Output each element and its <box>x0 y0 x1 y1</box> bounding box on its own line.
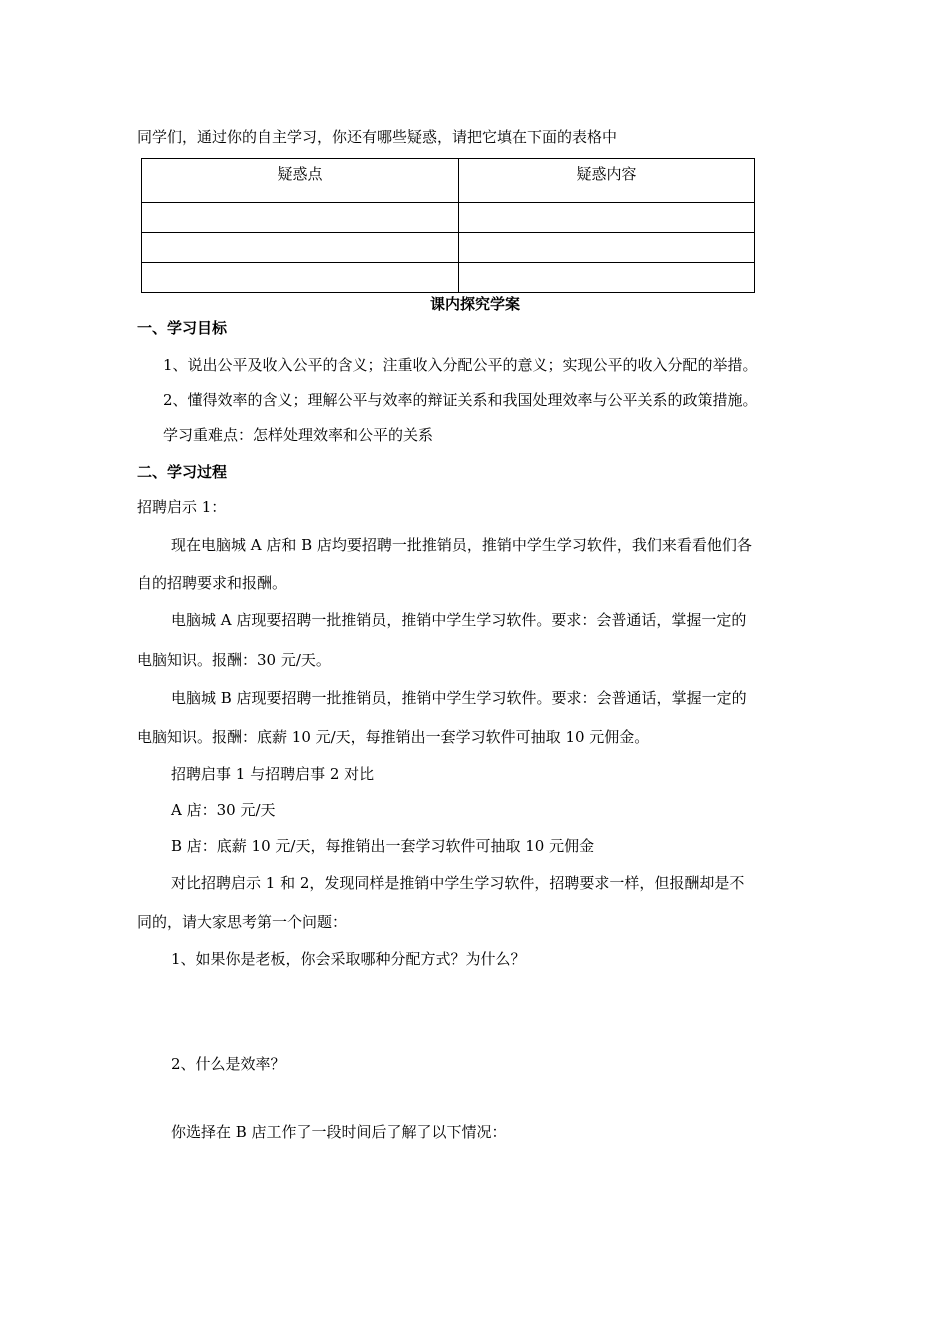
goal-2: 2、懂得效率的含义；理解公平与效率的辩证关系和我国处理效率与公平关系的政策措施。 <box>163 391 758 409</box>
shop-b-line1: 电脑城 B 店现要招聘一批推销员，推销中学生学习软件。要求：会普通话，掌握一定的 <box>171 689 747 707</box>
question-2: 2、什么是效率？ <box>171 1055 286 1073</box>
after-text: 你选择在 B 店工作了一段时间后了解了以下情况： <box>171 1123 507 1141</box>
compare-b: B 店：底薪 10 元/天，每推销出一套学习软件可抽取 10 元佣金 <box>171 837 595 855</box>
p1-line1: 现在电脑城 A 店和 B 店均要招聘一批推销员，推销中学生学习软件，我们来看看他们各 <box>171 536 752 554</box>
notice-label: 招聘启示 1： <box>137 498 227 516</box>
think-line2: 同的，请大家思考第一个问题： <box>137 913 348 931</box>
compare-a: A 店：30 元/天 <box>171 801 276 819</box>
shop-a-line2: 电脑知识。报酬：30 元/天。 <box>137 651 331 669</box>
goal-1: 1、说出公平及收入公平的含义；注重收入分配公平的意义；实现公平的收入分配的举措。 <box>163 356 758 374</box>
table-cell[interactable] <box>459 233 755 263</box>
table-cell[interactable] <box>459 263 755 293</box>
header-doubt-point: 疑惑点 <box>142 159 459 203</box>
doubt-table <box>141 158 755 293</box>
shop-a-line1: 电脑城 A 店现要招聘一批推销员，推销中学生学习软件。要求：会普通话，掌握一定的 <box>171 611 747 629</box>
table-row <box>142 203 755 233</box>
table-cell[interactable] <box>142 233 459 263</box>
table-row <box>142 263 755 293</box>
table-cell[interactable] <box>459 203 755 233</box>
p1-line2: 自的招聘要求和报酬。 <box>137 574 288 592</box>
shop-b-line2: 电脑知识。报酬：底薪 10 元/天，每推销出一套学习软件可抽取 10 元佣金。 <box>137 728 650 746</box>
compare-title: 招聘启事 1 与招聘启事 2 对比 <box>171 765 375 783</box>
section1-heading: 一、学习目标 <box>137 319 228 337</box>
table-cell[interactable] <box>142 263 459 293</box>
intro-text: 同学们，通过你的自主学习，你还有哪些疑惑，请把它填在下面的表格中 <box>137 128 618 146</box>
header-doubt-content: 疑惑内容 <box>459 159 755 203</box>
table-row <box>142 233 755 263</box>
table-cell[interactable] <box>142 203 459 233</box>
question-1: 1、如果你是老板，你会采取哪种分配方式？为什么？ <box>171 950 526 968</box>
key-point: 学习重难点：怎样处理效率和公平的关系 <box>163 426 434 444</box>
table-header-row <box>142 159 755 203</box>
think-line1: 对比招聘启示 1 和 2，发现同样是推销中学生学习软件，招聘要求一样，但报酬却是不 <box>171 874 745 892</box>
section2-heading: 二、学习过程 <box>137 463 228 481</box>
page-title: 课内探究学案 <box>429 295 520 313</box>
